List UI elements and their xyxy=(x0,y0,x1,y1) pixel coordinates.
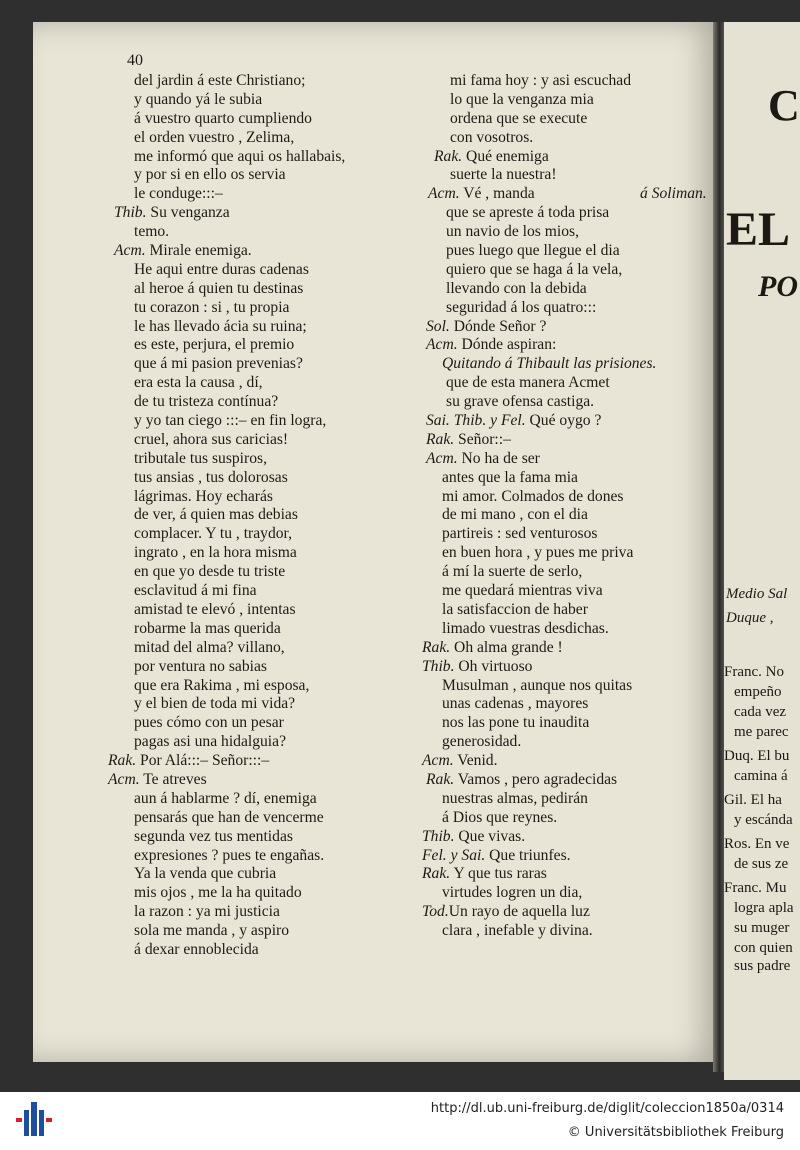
speaker-name: Acm. xyxy=(426,449,458,467)
next-page-line: camina á xyxy=(734,768,788,784)
verse-line xyxy=(412,223,656,242)
verse-text: Oh virtuoso xyxy=(454,657,533,675)
verse-line xyxy=(412,771,656,790)
next-page-line: con quien xyxy=(734,940,793,956)
next-page-line: empeño xyxy=(734,684,782,700)
verse-line xyxy=(96,355,345,374)
speaker-name: Thib. xyxy=(422,657,455,675)
viewer-footer xyxy=(0,1092,800,1150)
verse-line xyxy=(412,884,656,903)
verse-line xyxy=(96,695,345,714)
verse-text: Un rayo de aquella luz xyxy=(448,903,590,921)
next-page-line: sus padre xyxy=(734,958,791,974)
verse-text: Oh alma grande ! xyxy=(450,638,563,656)
verse-line xyxy=(412,91,656,110)
verse-text: quiero que se haga á la vela, xyxy=(446,260,623,278)
verse-text: Ya la venda que cubria xyxy=(134,865,277,883)
verse-line xyxy=(412,582,656,601)
speaker-name: Acm. xyxy=(422,752,454,770)
verse-text: Su venganza xyxy=(146,204,230,222)
verse-text: robarme la mas querida xyxy=(134,619,281,637)
verse-text: Y que tus raras xyxy=(450,865,547,883)
verse-line xyxy=(412,110,656,129)
verse-text: que se apreste á toda prisa xyxy=(446,204,610,222)
verse-text: á vuestro quarto cumpliendo xyxy=(134,109,312,127)
verse-line xyxy=(96,336,345,355)
next-page-heading: PO xyxy=(758,270,798,303)
verse-text: suerte la nuestra! xyxy=(450,166,557,184)
speaker-name: Rak. xyxy=(426,770,455,788)
next-page-heading: C xyxy=(768,81,800,130)
verse-text: Por Alá:::– Señor:::– xyxy=(136,752,270,770)
verse-line xyxy=(96,204,345,223)
verse-line xyxy=(96,506,345,525)
verse-line xyxy=(412,714,656,733)
verse-text: en buen hora , y pues me priva xyxy=(442,544,634,562)
verse-line xyxy=(96,582,345,601)
verse-line xyxy=(96,299,345,318)
verse-line xyxy=(96,922,345,941)
verse-line xyxy=(96,280,345,299)
verse-line xyxy=(412,922,656,941)
verse-text: generosidad. xyxy=(442,733,522,751)
verse-text: esclavitud á mi fina xyxy=(134,582,257,600)
verse-text: limado vuestras desdichas. xyxy=(442,619,609,637)
verse-line xyxy=(96,185,345,204)
verse-text: Qué oygo ? xyxy=(525,412,602,430)
next-page-line: Franc. Mu xyxy=(724,880,787,896)
verse-text: nos las pone tu inaudita xyxy=(442,714,590,732)
verse-line xyxy=(96,412,345,431)
verse-text: aun á hablarme ? dí, enemiga xyxy=(134,789,317,807)
next-page-line: de sus ze xyxy=(734,856,789,872)
verse-line xyxy=(96,242,345,261)
next-page-line: logra apla xyxy=(734,900,794,916)
verse-text: Señor::– xyxy=(454,430,511,448)
verse-text: Dónde aspiran: xyxy=(457,336,557,354)
verse-text: era esta la causa , dí, xyxy=(134,374,263,392)
verse-line xyxy=(96,563,345,582)
verse-line xyxy=(96,828,345,847)
verse-line xyxy=(96,733,345,752)
verse-text: y por si en ello os servia xyxy=(134,166,286,184)
verse-line xyxy=(412,185,707,204)
verse-text: de mi mano , con el dia xyxy=(442,506,588,524)
verse-line xyxy=(96,166,345,185)
verse-line xyxy=(96,148,345,167)
verse-line xyxy=(412,639,656,658)
verse-line xyxy=(412,658,656,677)
verse-text: expresiones ? pues te engañas. xyxy=(134,846,325,864)
verse-line xyxy=(96,620,345,639)
verse-text: Musulman , aunque nos quitas xyxy=(442,676,633,694)
verse-text: pensarás que han de vencerme xyxy=(134,808,324,826)
copyright-text: © Universitätsbibliothek Freiburg xyxy=(567,1125,784,1140)
verse-text: tributale tus suspiros, xyxy=(134,449,267,467)
verse-text: un navio de los mios, xyxy=(446,223,579,241)
verse-line xyxy=(96,488,345,507)
verse-line xyxy=(412,166,656,185)
verse-line xyxy=(96,865,345,884)
speaker-name: Rak. xyxy=(422,865,451,883)
next-page-line: Duque , xyxy=(726,610,774,626)
verse-text: complacer. Y tu , traydor, xyxy=(134,525,292,543)
verse-text: por ventura no sabias xyxy=(134,657,267,675)
verse-text: á Dios que reynes. xyxy=(442,808,558,826)
verse-text: ingrato , en la hora misma xyxy=(134,544,297,562)
verse-text: de tu tristeza contínua? xyxy=(134,393,279,411)
verse-text: mitad del alma? villano, xyxy=(134,638,285,656)
verse-line xyxy=(96,374,345,393)
verse-line xyxy=(412,204,656,223)
verse-text: con vosotros. xyxy=(450,128,534,146)
next-page-line: cada vez xyxy=(734,704,787,720)
page-number: 40 xyxy=(127,52,143,69)
verse-line xyxy=(96,677,345,696)
speaker-name: Acm. xyxy=(114,242,146,260)
verse-text: pagas asi una hidalguia? xyxy=(134,733,286,751)
verse-text: á mí la suerte de serlo, xyxy=(442,563,583,581)
verse-line xyxy=(412,601,656,620)
speaker-name: Thib. xyxy=(114,204,147,222)
speaker-name: Sai. Thib. y Fel. xyxy=(426,412,526,430)
verse-text: en que yo desde tu triste xyxy=(134,563,286,581)
verse-line xyxy=(96,601,345,620)
verse-text: le has llevado ácia su ruina; xyxy=(134,317,307,335)
verse-line xyxy=(412,148,656,167)
verse-line xyxy=(412,903,656,922)
verse-text: me quedará mientras viva xyxy=(442,582,603,600)
verse-text: unas cadenas , mayores xyxy=(442,695,589,713)
verse-line xyxy=(96,450,345,469)
verse-line xyxy=(412,790,656,809)
speaker-name: Thib. xyxy=(422,827,455,845)
speaker-name: Tod. xyxy=(422,903,449,921)
verse-line xyxy=(412,488,656,507)
verse-text: Quitando á Thibault las prisiones. xyxy=(442,355,657,373)
verse-line xyxy=(412,563,656,582)
verse-text: Vé , manda xyxy=(459,185,535,203)
verse-line xyxy=(412,355,656,374)
verse-text: le conduge:::– xyxy=(134,185,223,203)
verse-text: lágrimas. Hoy echarás xyxy=(134,487,273,505)
verse-line xyxy=(412,733,656,752)
verse-text: clara , inefable y divina. xyxy=(442,922,593,940)
verse-line xyxy=(96,847,345,866)
next-page-line: Duq. El bu xyxy=(724,748,790,764)
verse-text: pues cómo con un pesar xyxy=(134,714,284,732)
speaker-name: Acm. xyxy=(108,770,140,788)
verse-text: y yo tan ciego :::– en fin logra, xyxy=(134,412,327,430)
next-page-line: Medio Sal xyxy=(726,586,788,602)
verse-line xyxy=(412,677,656,696)
left-text-column xyxy=(96,72,345,960)
next-page-line: Gil. El ha xyxy=(724,792,782,808)
verse-text: lo que la venganza mia xyxy=(450,90,594,108)
verse-line xyxy=(412,544,656,563)
speaker-name: Rak. xyxy=(426,430,455,448)
verse-text: virtudes logren un dia, xyxy=(442,884,583,902)
verse-text: la razon : ya mi justicia xyxy=(134,903,280,921)
speaker-name: Fel. y Sai. xyxy=(422,846,486,864)
verse-text: Vamos , pero agradecidas xyxy=(454,770,618,788)
speaker-name: Sol. xyxy=(426,317,450,335)
verse-line xyxy=(96,790,345,809)
verse-text: y el bien de toda mi vida? xyxy=(134,695,296,713)
verse-text: partireis : sed venturosos xyxy=(442,525,598,543)
speaker-name: Rak. xyxy=(434,147,463,165)
verse-line xyxy=(96,469,345,488)
verse-text: pues luego que llegue el dia xyxy=(446,242,620,260)
verse-line xyxy=(412,469,656,488)
verse-line xyxy=(412,752,656,771)
verse-line xyxy=(96,752,345,771)
verse-line xyxy=(412,809,656,828)
verse-line xyxy=(412,525,656,544)
verse-text: llevando con la debida xyxy=(446,279,587,297)
verse-text: y quando yá le subia xyxy=(134,90,263,108)
verse-text: He aqui entre duras cadenas xyxy=(134,260,309,278)
right-text-column xyxy=(412,72,707,941)
speaker-name: Rak. xyxy=(108,752,137,770)
speaker-name: Acm. xyxy=(426,336,458,354)
next-page-line: Ros. En ve xyxy=(724,836,790,852)
book-page-right xyxy=(724,22,800,1080)
verse-text: mi amor. Colmados de dones xyxy=(442,487,624,505)
verse-line xyxy=(96,809,345,828)
verse-line xyxy=(96,261,345,280)
verse-line xyxy=(412,336,656,355)
verse-line xyxy=(412,506,656,525)
verse-line xyxy=(412,242,656,261)
verse-text: temo. xyxy=(134,223,170,241)
verse-text: su grave ofensa castiga. xyxy=(446,393,595,411)
next-page-line: Franc. No xyxy=(724,664,784,680)
verse-text: Te atreves xyxy=(139,770,207,788)
verse-line xyxy=(412,318,656,337)
verse-line xyxy=(412,847,656,866)
verse-text: la satisfaccion de haber xyxy=(442,600,588,618)
stage-direction: á Soliman. xyxy=(640,185,707,203)
verse-line xyxy=(96,431,345,450)
verse-line xyxy=(412,828,656,847)
verse-line xyxy=(96,110,345,129)
verse-text: que era Rakima , mi esposa, xyxy=(134,676,310,694)
next-page-line: me parec xyxy=(734,724,789,740)
verse-text: amistad te elevó , intentas xyxy=(134,600,296,618)
verse-text: No ha de ser xyxy=(457,449,540,467)
document-url-link[interactable]: http://dl.ub.uni-freiburg.de/diglit/coleccion1850a/0314 xyxy=(430,1101,784,1116)
verse-line xyxy=(412,431,656,450)
verse-line xyxy=(96,941,345,960)
verse-text: que á mi pasion prevenias? xyxy=(134,355,303,373)
university-logo-icon xyxy=(14,1100,54,1140)
speaker-name: Rak. xyxy=(422,638,451,656)
verse-line xyxy=(96,91,345,110)
verse-line xyxy=(412,450,656,469)
verse-text: es este, perjura, el premio xyxy=(134,336,295,354)
verse-text: Venid. xyxy=(453,752,498,770)
verse-text: me informó que aqui os hallabais, xyxy=(134,147,346,165)
verse-text: al heroe á quien tu destinas xyxy=(134,279,304,297)
verse-text: Dónde Señor ? xyxy=(449,317,547,335)
verse-text: cruel, ahora sus caricias! xyxy=(134,430,289,448)
verse-line xyxy=(96,658,345,677)
verse-text: tus ansias , tus dolorosas xyxy=(134,468,288,486)
verse-line xyxy=(412,72,656,91)
next-page-line: su muger xyxy=(734,920,790,936)
verse-line xyxy=(96,771,345,790)
verse-line xyxy=(412,620,656,639)
verse-text: antes que la fama mia xyxy=(442,468,578,486)
verse-line xyxy=(96,318,345,337)
verse-text: ordena que se execute xyxy=(450,109,588,127)
verse-text: sola me manda , y aspiro xyxy=(134,922,290,940)
verse-text: del jardin á este Christiano; xyxy=(134,72,306,89)
verse-line xyxy=(412,412,656,431)
verse-line xyxy=(96,72,345,91)
verse-text: mis ojos , me la ha quitado xyxy=(134,884,302,902)
verse-line xyxy=(96,525,345,544)
verse-text: Que vivas. xyxy=(454,827,526,845)
verse-line xyxy=(96,714,345,733)
verse-text: el orden vuestro , Zelima, xyxy=(134,128,295,146)
verse-text: seguridad á los quatro::: xyxy=(446,298,597,316)
verse-text: tu corazon : si , tu propia xyxy=(134,298,290,316)
verse-text: mi fama hoy : y asi escuchad xyxy=(450,72,632,89)
verse-line xyxy=(412,280,656,299)
verse-line xyxy=(96,639,345,658)
verse-text: Mirale enemiga. xyxy=(145,242,252,260)
verse-line xyxy=(96,884,345,903)
next-page-heading: EL xyxy=(726,203,791,256)
verse-line xyxy=(412,299,656,318)
verse-text: nuestras almas, pedirán xyxy=(442,789,588,807)
verse-text: Que triunfes. xyxy=(485,846,571,864)
verse-line xyxy=(412,695,656,714)
verse-text: que de esta manera Acmet xyxy=(446,374,610,392)
verse-line xyxy=(412,393,656,412)
verse-text: de ver, á quien mas debias xyxy=(134,506,298,524)
verse-line xyxy=(412,374,656,393)
verse-line xyxy=(96,223,345,242)
verse-text: á dexar ennoblecida xyxy=(134,940,259,958)
verse-text: Qué enemiga xyxy=(462,147,549,165)
verse-text: segunda vez tus mentidas xyxy=(134,827,293,845)
speaker-name: Acm. xyxy=(428,185,460,203)
verse-line xyxy=(412,865,656,884)
verse-line xyxy=(96,393,345,412)
verse-line xyxy=(412,129,656,148)
verse-line xyxy=(96,903,345,922)
next-page-line: y escánda xyxy=(734,812,793,828)
verse-line xyxy=(96,544,345,563)
verse-line xyxy=(96,129,345,148)
verse-line xyxy=(412,261,656,280)
